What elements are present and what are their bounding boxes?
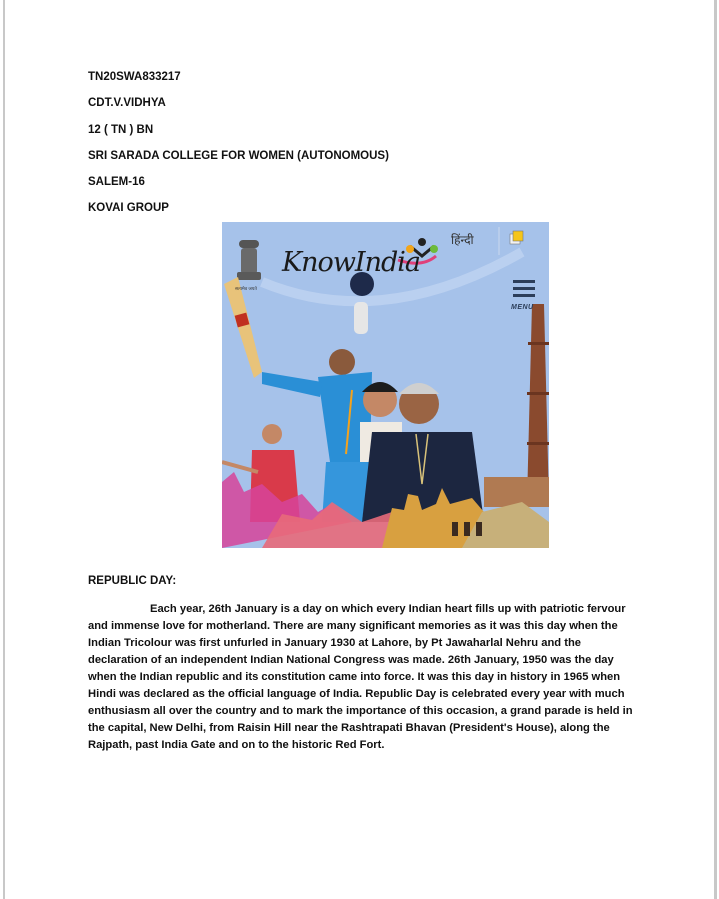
section-title: REPUBLIC DAY:	[88, 575, 177, 587]
state-emblem-icon	[237, 240, 261, 280]
windows-icon	[510, 231, 523, 244]
cadet-number: TN20SWA833217	[88, 71, 181, 83]
cadet-name: CDT.V.VIDHYA	[88, 97, 166, 109]
college-location: SALEM-16	[88, 176, 145, 188]
college-name: SRI SARADA COLLEGE FOR WOMEN (AUTONOMOUS)	[88, 150, 389, 162]
know-india-logo-text: KnowIndia	[282, 247, 420, 278]
battalion: 12 ( TN ) BN	[88, 124, 154, 136]
republic-day-paragraph: Each year, 26th January is a day on which every Indian heart fills up with patriotic fervour and immense love for motherland. There are many significant memories as it was this day when the Indian Tricolour was first unfurled in January 1930 at Lahore, by Pt Jawaharlal Nehru and the declaration of an independent Indian National Congress was made. 26th January, 1950 was the day when the Indian republic and its constitution came into force. It was this day in history in 1965 when Hindi was declared as the official language of India. Republic Day is celebrated every year with much enthusiasm all over the country and to mark the importance of this occasion, a grand parade is held in the capital, New Delhi, from Raisin Hill near the Rashtrapati Bhavan (President's House), along the Rajpath, past India Gate and on to the historic Red Fort.	[88, 603, 633, 751]
hindi-language-link: हिंन्दी	[451, 233, 474, 247]
qutub-minar-tower	[484, 304, 549, 507]
hamburger-menu-icon	[513, 280, 535, 297]
emblem-caption: सत्यमेव जयते	[235, 286, 257, 291]
page-edge-left	[3, 0, 5, 899]
group-name: KOVAI GROUP	[88, 202, 169, 214]
page-edge-right	[714, 0, 717, 899]
menu-label: MENU	[511, 304, 534, 311]
cricket-bat	[224, 277, 262, 378]
know-india-banner-image	[222, 222, 549, 548]
